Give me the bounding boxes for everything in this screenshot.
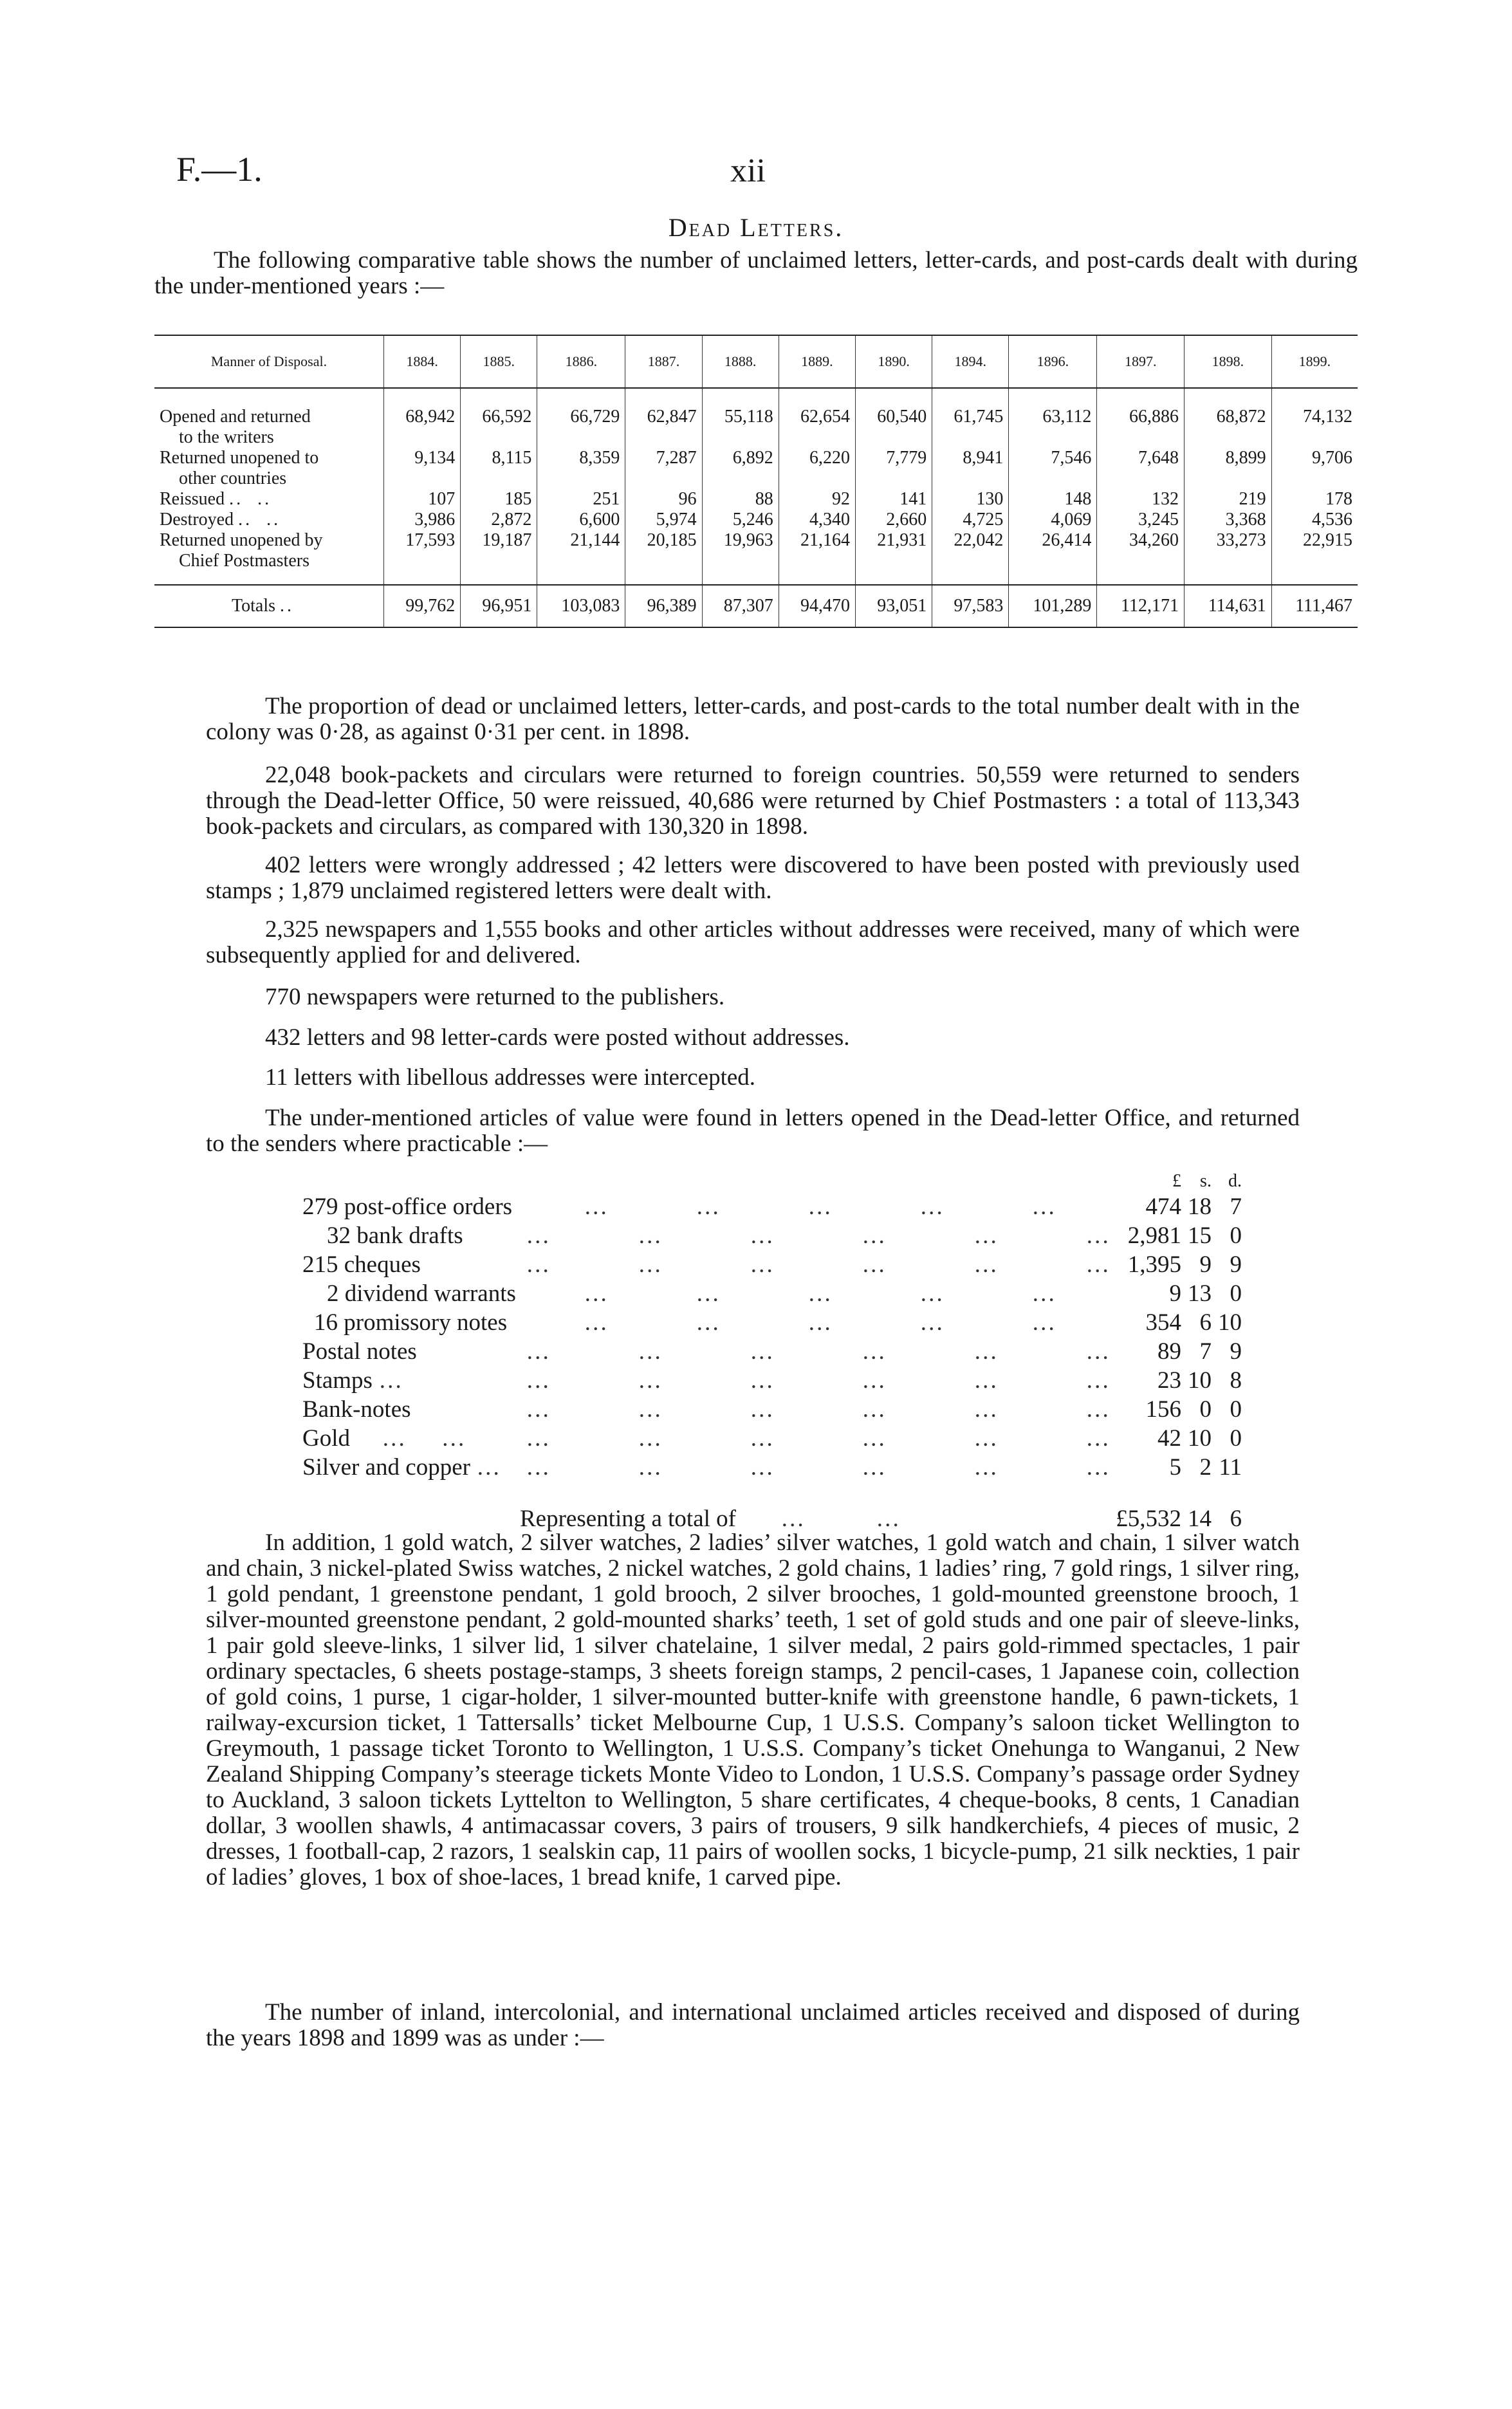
table-cell: 68,872 [1185, 388, 1272, 448]
valuables-total-row [302, 1481, 1242, 1533]
pounds-cell: 89 [1157, 1338, 1181, 1365]
article-label-text: Gold [302, 1425, 350, 1452]
pence-cell: 11 [1219, 1454, 1242, 1481]
valuables-row [302, 1278, 1242, 1307]
paragraph-newspapers-returned: 770 newspapers were returned to the publishers. [265, 984, 725, 1010]
total-label [302, 1481, 1111, 1533]
totals-label-text: Totals [232, 596, 276, 616]
totals-row [154, 585, 1358, 627]
article-label [302, 1423, 526, 1452]
total-label-text: Representing a total of [520, 1506, 736, 1532]
section-title: Dead Letters. [668, 213, 844, 242]
table-cell: 88 [702, 489, 779, 510]
pounds-cell: 42 [1157, 1425, 1181, 1452]
total-cell: 94,470 [779, 585, 855, 627]
pence-cell: 0 [1230, 1280, 1242, 1307]
leader-dots: … [378, 1367, 403, 1394]
table-cell: 219 [1185, 489, 1272, 510]
table-cell: 66,729 [537, 388, 625, 448]
leader-dots: … … [780, 1506, 900, 1532]
table-row [154, 388, 1358, 448]
pence-header: d. [1228, 1171, 1242, 1191]
pounds-cell: 474 [1145, 1194, 1181, 1220]
table-row [154, 448, 1358, 489]
table-cell: 62,847 [625, 388, 702, 448]
leader-dots: .. .. [238, 510, 281, 530]
leader-dots: … … … … … [526, 1280, 1057, 1307]
valuables-row [302, 1336, 1242, 1365]
table-cell: 96 [625, 489, 702, 510]
leader-dots: … … … … … … [526, 1223, 1111, 1249]
pence-cell: 0 [1230, 1223, 1242, 1249]
row-label-line2: other countries [179, 468, 287, 488]
table-cell: 7,287 [625, 448, 702, 489]
pounds-cell: 5 [1169, 1454, 1181, 1481]
leader-dots: … … … … … … [526, 1338, 1111, 1365]
total-cell: 97,583 [932, 585, 1009, 627]
article-label: 16 promissory notes [314, 1309, 508, 1336]
table-cell: 3,368 [1185, 510, 1272, 530]
article-label: 279 post-office orders [302, 1194, 513, 1220]
table-cell: 178 [1271, 489, 1358, 510]
shillings-cell: 9 [1199, 1251, 1212, 1278]
table-cell: 5,974 [625, 510, 702, 530]
total-cell: 114,631 [1185, 585, 1272, 627]
table-cell: 61,745 [932, 388, 1009, 448]
dead-letters-table [154, 335, 1358, 628]
table-cell: 4,069 [1009, 510, 1097, 530]
table-row [154, 530, 1358, 585]
pounds-cell: 9 [1169, 1280, 1181, 1307]
table-cell: 55,118 [702, 388, 779, 448]
table-cell: 7,648 [1097, 448, 1185, 489]
table-cell: 33,273 [1185, 530, 1272, 585]
year-header: 1890. [855, 335, 932, 388]
article-label: 2 dividend warrants [327, 1280, 516, 1307]
year-header: 1885. [461, 335, 537, 388]
year-header: 1886. [537, 335, 625, 388]
pence-cell: 9 [1230, 1338, 1242, 1365]
table-cell: 7,546 [1009, 448, 1097, 489]
year-header: 1896. [1009, 335, 1097, 388]
table-cell: 26,414 [1009, 530, 1097, 585]
shillings-cell: 0 [1199, 1396, 1212, 1423]
valuables-header-row [302, 1170, 1242, 1192]
pounds-header: £ [1172, 1171, 1181, 1191]
valuables-row [302, 1394, 1242, 1423]
leader-dots: … … … … … … [526, 1425, 1111, 1452]
paragraph-libellous: 11 letters with libellous addresses were intercepted. [265, 1064, 756, 1091]
table-cell: 8,359 [537, 448, 625, 489]
paragraph-wrongly-addressed: 402 letters were wrongly addressed ; 42 letters were discovered to have been posted with previously used stamps ; 1,879 unclaimed registered letters were dealt with. [206, 852, 1300, 904]
table-cell: 66,592 [461, 388, 537, 448]
total-pence: 6 [1230, 1506, 1242, 1532]
shillings-cell: 18 [1187, 1194, 1212, 1220]
row-label-line1: Returned unopened to [160, 448, 319, 468]
row-label-line2: to the writers [179, 427, 274, 447]
valuables-row [302, 1250, 1242, 1278]
table-cell: 21,931 [855, 530, 932, 585]
table-cell: 141 [855, 489, 932, 510]
valuables-row [302, 1221, 1242, 1250]
row-label-text: Reissued [160, 489, 225, 509]
table-cell: 66,886 [1097, 388, 1185, 448]
shillings-cell: 10 [1187, 1367, 1212, 1394]
article-label: Bank-notes [302, 1396, 411, 1423]
table-cell: 6,220 [779, 448, 855, 489]
year-header: 1887. [625, 335, 702, 388]
pence-cell: 8 [1230, 1367, 1242, 1394]
table-cell: 8,941 [932, 448, 1009, 489]
shillings-cell: 13 [1187, 1280, 1212, 1307]
table-cell: 22,915 [1271, 530, 1358, 585]
leader-dots: .. [280, 596, 295, 616]
leader-dots: … … … … … … [526, 1396, 1111, 1423]
table-cell: 6,892 [702, 448, 779, 489]
article-label: Postal notes [302, 1338, 417, 1365]
table-cell: 68,942 [384, 388, 461, 448]
table-cell: 21,164 [779, 530, 855, 585]
table-cell: 185 [461, 489, 537, 510]
paragraph-book-packets: 22,048 book-packets and circulars were returned to foreign countries. 50,559 were returned to senders through the Dead-letter Office, 50 were reissued, 40,686 were returned by Chief Postmasters : a total of 113,343 book-packets and circulars, as compared with 130,320 in 1898. [206, 762, 1300, 840]
table-cell: 251 [537, 489, 625, 510]
table-cell: 34,260 [1097, 530, 1185, 585]
year-header: 1884. [384, 335, 461, 388]
table-cell: 63,112 [1009, 388, 1097, 448]
table-cell: 5,246 [702, 510, 779, 530]
table-cell: 9,706 [1271, 448, 1358, 489]
total-cell: 101,289 [1009, 585, 1097, 627]
table-cell: 60,540 [855, 388, 932, 448]
total-cell: 111,467 [1271, 585, 1358, 627]
table-cell: 92 [779, 489, 855, 510]
year-header: 1894. [932, 335, 1009, 388]
table-cell: 8,115 [461, 448, 537, 489]
row-label [154, 448, 384, 489]
leader-dots: … … … … … [526, 1309, 1057, 1336]
valuables-row [302, 1307, 1242, 1336]
table-header-row [154, 335, 1358, 388]
table-cell: 2,660 [855, 510, 932, 530]
shillings-cell: 2 [1199, 1454, 1212, 1481]
table-cell: 19,187 [461, 530, 537, 585]
paragraph-newspapers-books: 2,325 newspapers and 1,555 books and other articles without addresses were received, many of which were subsequently applied for and delivered. [206, 916, 1300, 968]
pence-cell: 0 [1230, 1425, 1242, 1452]
shillings-cell: 6 [1199, 1309, 1212, 1336]
row-label [154, 510, 384, 530]
page-reference: F.—1. [176, 150, 263, 189]
valuables-row [302, 1423, 1242, 1452]
totals-label [154, 585, 384, 627]
paragraph-proportion: The proportion of dead or unclaimed letters, letter-cards, and post-cards to the total number dealt with in the colony was 0·28, as against 0·31 per cent. in 1898. [206, 693, 1300, 745]
total-cell: 96,951 [461, 585, 537, 627]
pence-cell: 9 [1230, 1251, 1242, 1278]
leader-dots: … … [382, 1425, 465, 1452]
pence-cell: 7 [1230, 1194, 1242, 1220]
row-label-text: Destroyed [160, 510, 234, 530]
total-pounds: £5,532 [1116, 1506, 1181, 1532]
leader-dots: … … … … … … [526, 1251, 1111, 1278]
valuables-table [302, 1170, 1242, 1533]
row-label-line1: Opened and returned [160, 407, 311, 427]
year-header: 1898. [1185, 335, 1272, 388]
article-label [302, 1365, 526, 1394]
table-cell: 74,132 [1271, 388, 1358, 448]
leader-dots: … [476, 1454, 501, 1481]
valuables-row [302, 1192, 1242, 1221]
table-cell: 62,654 [779, 388, 855, 448]
table-cell: 3,245 [1097, 510, 1185, 530]
table-cell: 20,185 [625, 530, 702, 585]
table-row [154, 489, 1358, 510]
total-cell: 87,307 [702, 585, 779, 627]
valuables-row [302, 1365, 1242, 1394]
table-cell: 4,725 [932, 510, 1009, 530]
row-label [154, 489, 384, 510]
header-manner-of-disposal: Manner of Disposal. [154, 335, 384, 388]
table-cell: 107 [384, 489, 461, 510]
table-cell: 130 [932, 489, 1009, 510]
year-header: 1888. [702, 335, 779, 388]
pounds-cell: 1,395 [1127, 1251, 1181, 1278]
pounds-cell: 354 [1145, 1309, 1181, 1336]
pence-cell: 0 [1230, 1396, 1242, 1423]
row-label-line2: Chief Postmasters [179, 551, 309, 571]
total-cell: 99,762 [384, 585, 461, 627]
total-cell: 103,083 [537, 585, 625, 627]
table-cell: 21,144 [537, 530, 625, 585]
table-cell: 8,899 [1185, 448, 1272, 489]
shillings-cell: 15 [1187, 1223, 1212, 1249]
pounds-cell: 156 [1145, 1396, 1181, 1423]
total-cell: 96,389 [625, 585, 702, 627]
table-cell: 6,600 [537, 510, 625, 530]
table-cell: 132 [1097, 489, 1185, 510]
pounds-cell: 23 [1157, 1367, 1181, 1394]
intro-paragraph: The following comparative table shows the number of unclaimed letters, letter-cards, and post-cards dealt with during the under-mentioned years :— [154, 247, 1358, 299]
leader-dots: … … … … … … [526, 1367, 1111, 1394]
article-label: 215 cheques [302, 1251, 421, 1278]
paragraph-without-addresses: 432 letters and 98 letter-cards were posted without addresses. [265, 1024, 850, 1051]
row-label-line1: Returned unopened by [160, 530, 323, 550]
table-cell: 17,593 [384, 530, 461, 585]
paragraph-closing: The number of inland, intercolonial, and international unclaimed articles received and disposed of during the years 1898 and 1899 was as under :— [206, 1999, 1300, 2051]
row-label [154, 530, 384, 585]
table-cell: 4,536 [1271, 510, 1358, 530]
table-row [154, 510, 1358, 530]
article-label [302, 1452, 526, 1481]
table-cell: 4,340 [779, 510, 855, 530]
shillings-cell: 10 [1187, 1425, 1212, 1452]
total-cell: 93,051 [855, 585, 932, 627]
paragraph-articles-of-value: The under-mentioned articles of value were found in letters opened in the Dead-letter Office, and returned to the senders where practicable :— [206, 1105, 1300, 1157]
page-number: xii [730, 152, 766, 189]
total-shillings: 14 [1187, 1506, 1212, 1532]
table-cell: 2,872 [461, 510, 537, 530]
pence-cell: 10 [1218, 1309, 1242, 1336]
year-header: 1899. [1271, 335, 1358, 388]
article-label-text: Silver and copper [302, 1454, 470, 1481]
year-header: 1889. [779, 335, 855, 388]
leader-dots: .. .. [229, 489, 272, 509]
year-header: 1897. [1097, 335, 1185, 388]
article-label-text: Stamps [302, 1367, 373, 1394]
table-cell: 148 [1009, 489, 1097, 510]
table-cell: 22,042 [932, 530, 1009, 585]
paragraph-other-articles: In addition, 1 gold watch, 2 silver watches, 2 ladies’ silver watches, 1 gold watch and chain, 1 silver watch and chain, 3 nickel-plated Swiss watches, 2 nickel watches, 2 gold chains, 1 ladies’ ring, 7 gold rings, 1 silver ring, 1 gold pendant, 1 greenstone pendant, 1 gold brooch, 2 silver brooches, 1 gold-mounted greenstone brooch, 1 silver-mounted greenstone pendant, 2 gold-mounted sharks’ teeth, 1 set of gold studs and one pair of sleeve-links, 1 pair gold sleeve-links, 1 silver lid, 1 silver chatelaine, 1 silver medal, 2 pairs gold-rimmed spectacles, 1 pair ordinary spectacles, 6 sheets postage-stamps, 3 sheets foreign stamps, 2 pencil-cases, 1 Japanese coin, collection of gold coins, 1 purse, 1 cigar-holder, 1 silver-mounted butter-knife with greenstone handle, 6 pawn-tickets, 1 railway-excursion ticket, 1 Tattersalls’ ticket Melbourne Cup, 1 U.S.S. Company’s saloon ticket Wellington to Greymouth, 1 passage ticket Toronto to Wellington, 1 U.S.S. Company’s ticket Onehunga to Wanganui, 2 New Zealand Shipping Company’s steerage tickets Monte Video to London, 1 U.S.S. Company’s passage order Sydney to Auckland, 3 saloon tickets Lyttelton to Wellington, 5 share certificates, 4 cheque-books, 8 cents, 1 Canadian dollar, 3 woollen shawls, 4 antimacassar covers, 3 pairs of trousers, 9 silk handkerchiefs, 4 pieces of music, 2 dresses, 1 football-cap, 2 razors, 1 sealskin cap, 11 pairs of woollen socks, 1 bicycle-pump, 21 silk neckties, 1 pair of ladies’ gloves, 1 box of shoe-laces, 1 bread knife, 1 carved pipe. [206, 1529, 1300, 1890]
pounds-cell: 2,981 [1127, 1223, 1181, 1249]
leader-dots: … … … … … [526, 1194, 1057, 1220]
shillings-header: s. [1200, 1171, 1212, 1191]
table-cell: 19,963 [702, 530, 779, 585]
table-cell: 7,779 [855, 448, 932, 489]
valuables-row [302, 1452, 1242, 1481]
leader-dots: … … … … … … [526, 1454, 1111, 1481]
table-cell: 9,134 [384, 448, 461, 489]
row-label [154, 388, 384, 448]
table-cell: 3,986 [384, 510, 461, 530]
total-cell: 112,171 [1097, 585, 1185, 627]
article-label: 32 bank drafts [327, 1223, 463, 1249]
shillings-cell: 7 [1199, 1338, 1212, 1365]
